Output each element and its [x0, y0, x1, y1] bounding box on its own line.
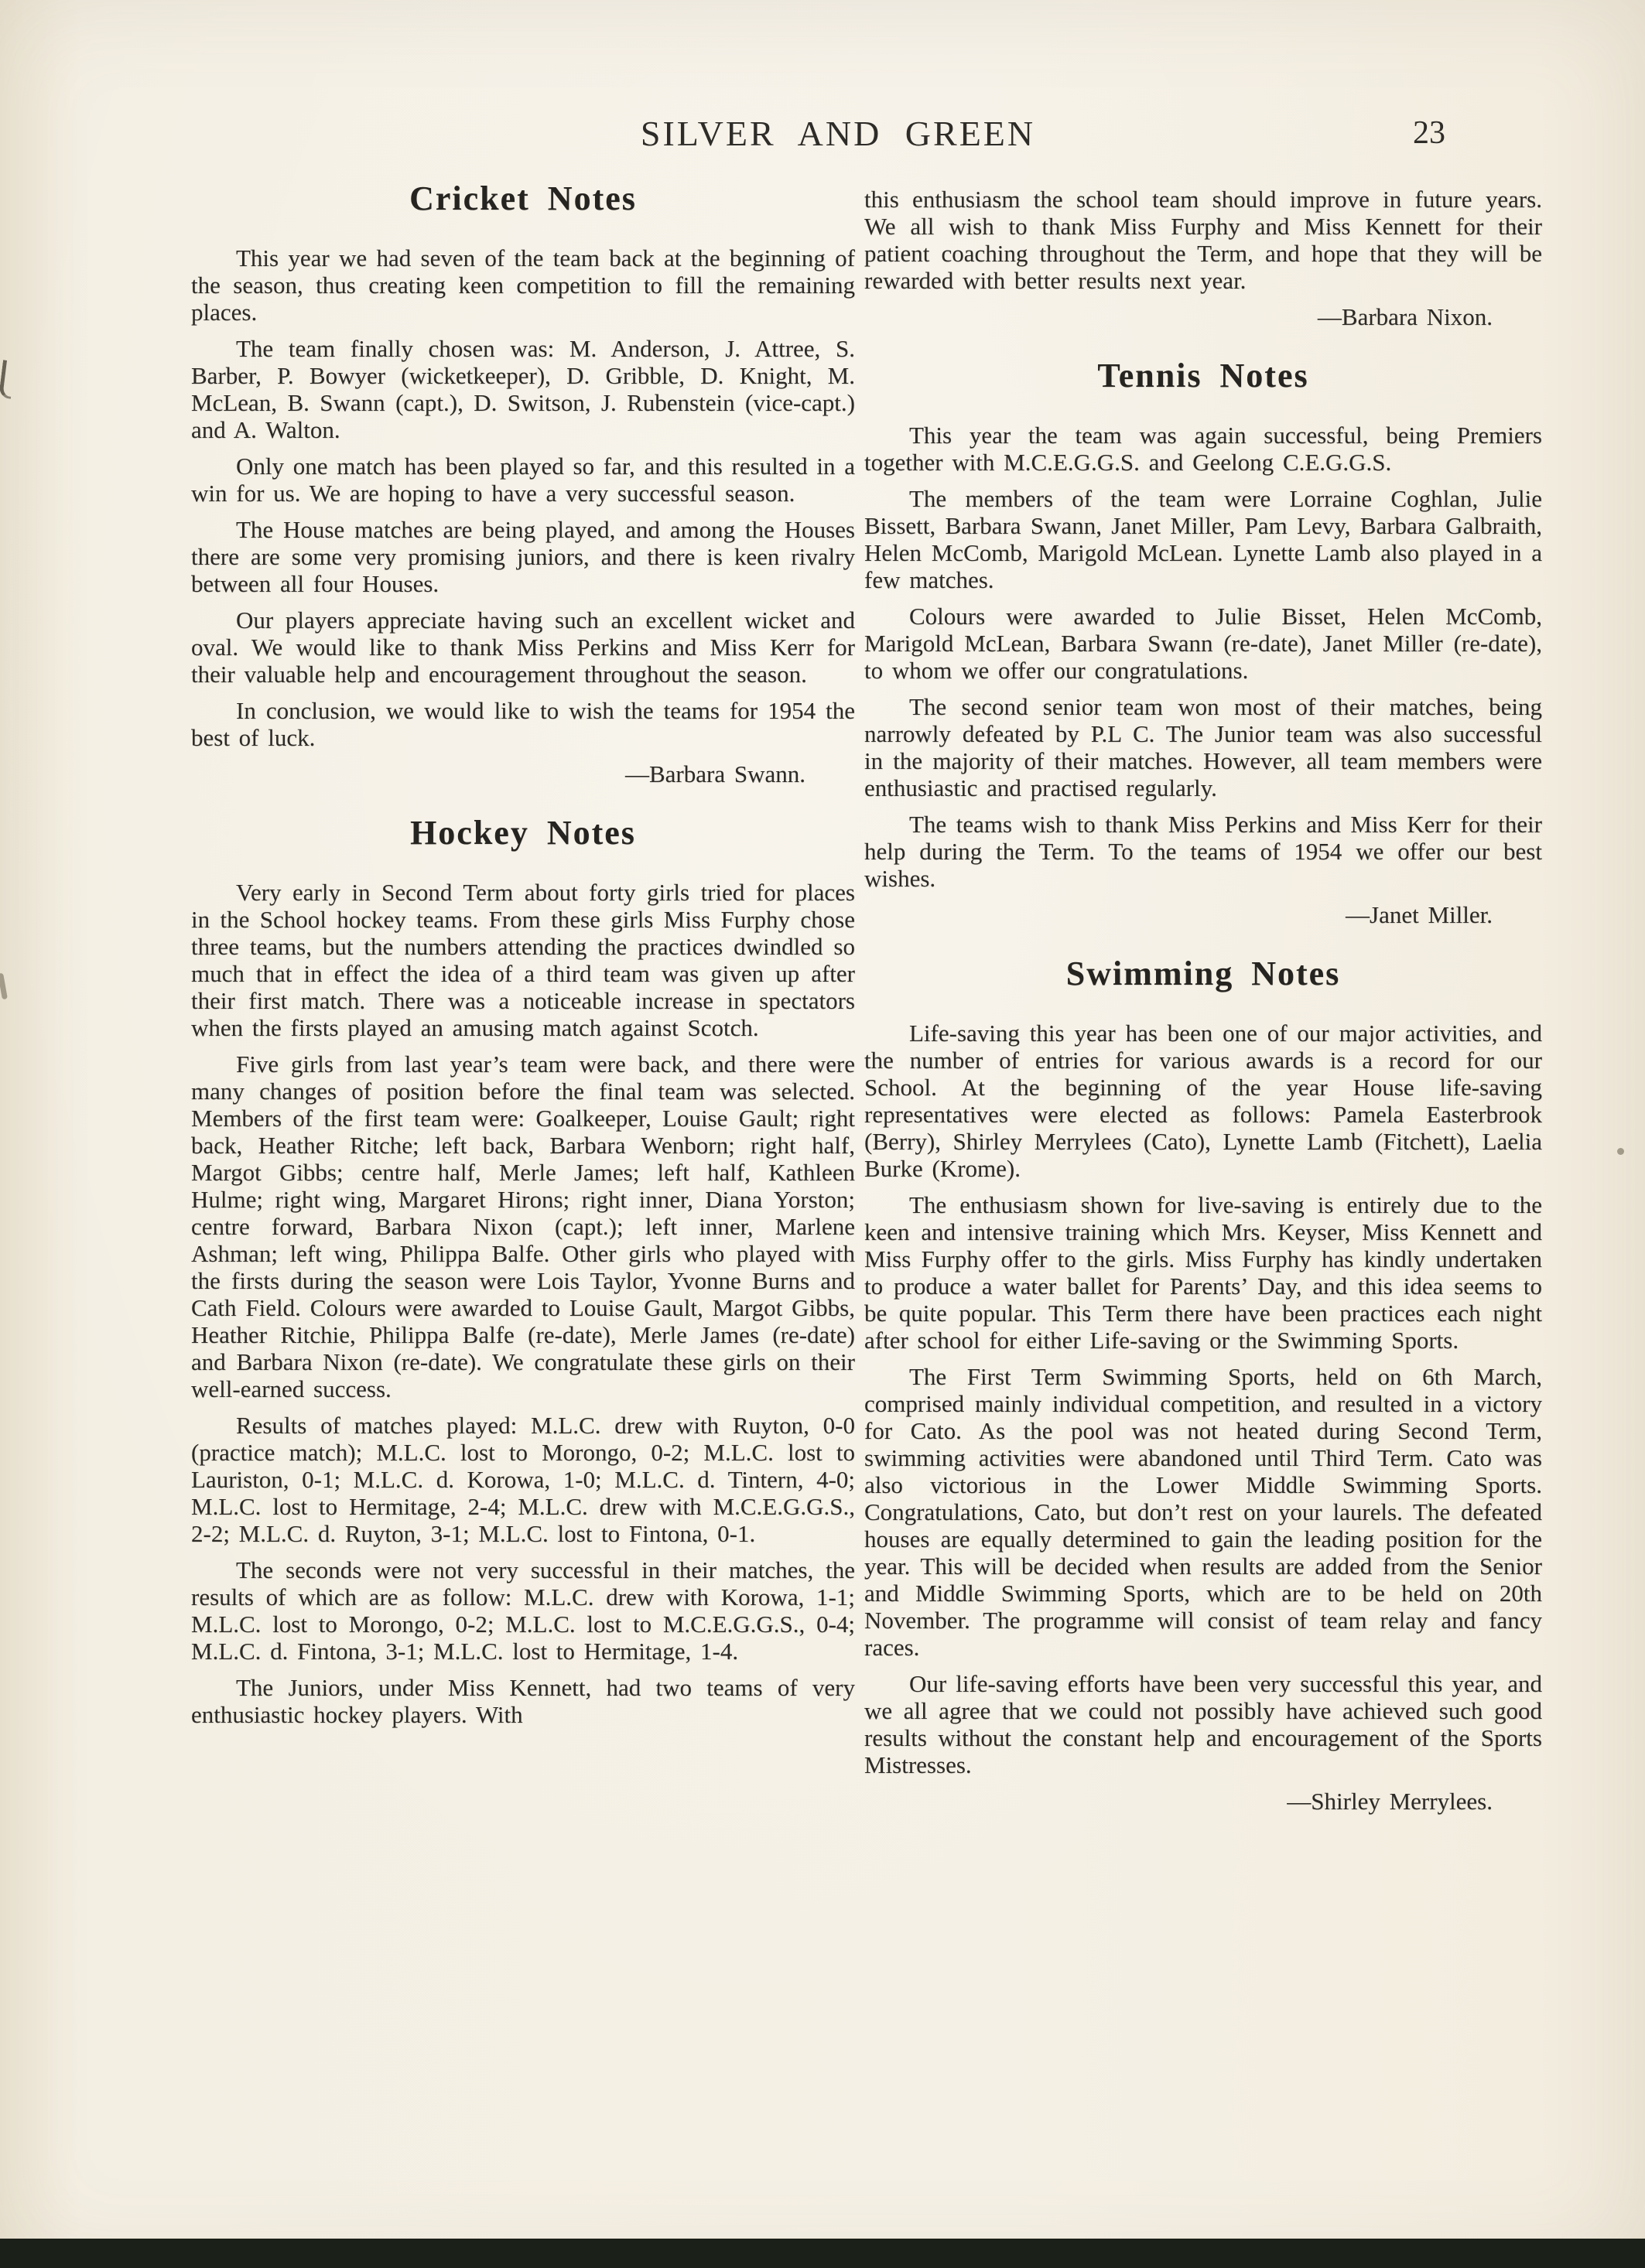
scan-artifact-mark — [0, 973, 8, 1000]
cricket-signature: —Barbara Swann. — [625, 760, 805, 787]
tennis-paragraph: The teams wish to thank Miss Perkins and Miss Kerr for their help during the Term. To the teams of 1954 we offer our best wishes. — [864, 811, 1542, 892]
column-right — [864, 186, 1542, 1826]
hockey-paragraph: Very early in Second Term about forty girls tried for places in the School hockey teams. From these girls Miss Furphy chose three teams, but the numbers attending the practices dwindled so much that in effect the idea of a third team was given up after their first match. There was a noticeable increase in spectators when the firsts played an amusing match against Scotch. — [191, 879, 855, 1041]
swimming-signature: —Shirley Merrylees. — [1287, 1788, 1493, 1815]
hockey-continued-paragraph: this enthusiasm the school team should improve in future years. We all wish to thank Miss Furphy and Miss Kennett for their patient coaching throughout the Term, and hope that they will be rewarded with better results next year. — [864, 186, 1542, 294]
page-title: SILVER AND GREEN — [640, 114, 1036, 153]
hockey-signature: —Barbara Nixon. — [1317, 303, 1493, 330]
tennis-signature: —Janet Miller. — [1346, 901, 1493, 928]
cricket-paragraph: The House matches are being played, and among the Houses there are some very promising juniors, and there is keen rivalry between all four Houses. — [191, 516, 855, 597]
column-left — [191, 179, 855, 1737]
swimming-paragraph: The First Term Swimming Sports, held on 6th March, comprised mainly individual competition, and resulted in a victory for Cato. As the pool was not heated during Second Term, swimming activities were abandoned until Third Term. Cato was also victorious in the Lower Middle Swimming Sports. Congratulations, Cato, but don’t rest on your laurels. The defeated houses are equally determined to gain the leading position for the year. This will be decided when results are added from the Senior and Middle Swimming Sports, which are to be held on 20th November. The programme will consist of team relay and fancy races. — [864, 1363, 1542, 1661]
hockey-paragraph: The seconds were not very successful in their matches, the results of which are as follow: M.L.C. drew with Korowa, 1-1; M.L.C. lost to Morongo, 0-2; M.L.C. lost to M.C.E.G.G.S., 0-4; M.L.C. d. Fintona, 3-1; M.L.C. lost to Hermitage, 1-4. — [191, 1556, 855, 1665]
scan-artifact-dot — [1617, 1148, 1624, 1155]
hockey-paragraph: The Juniors, under Miss Kennett, had two teams of very enthusiastic hockey players. With — [191, 1674, 855, 1728]
section-hockey — [191, 814, 855, 1728]
hockey-paragraph: Results of matches played: M.L.C. drew with Ruyton, 0-0 (practice match); M.L.C. lost to Morongo, 0-2; M.L.C. lost to Lauriston, 0-1; M.L.C. d. Korowa, 1-0; M.L.C. d. Tintern, 4-0; M.L.C. lost to Hermitage, 2-4; M.L.C. drew with M.C.E.G.G.S., 2-2; M.L.C. d. Ruyton, 3-1; M.L.C. lost to Fintona, 0-1. — [191, 1412, 855, 1547]
page-number: 23 — [1413, 115, 1445, 151]
tennis-paragraph: The members of the team were Lorraine Coghlan, Julie Bissett, Barbara Swann, Janet Miller, Pam Levy, Barbara Galbraith, Helen McComb, Marigold McLean. Lynette Lamb also played in a few matches. — [864, 485, 1542, 593]
cricket-paragraph: Only one match has been played so far, and this resulted in a win for us. We are hoping to have a very successful season. — [191, 453, 856, 507]
section-tennis — [864, 357, 1542, 928]
swimming-paragraph: Our life-saving efforts have been very successful this year, and we all agree that we could not possibly have achieved such good results without the constant help and encouragement of the Sports Mistresses. — [864, 1670, 1542, 1778]
section-cricket — [191, 179, 855, 787]
cricket-paragraph: In conclusion, we would like to wish the teams for 1954 the best of luck. — [191, 697, 855, 751]
tennis-heading: Tennis Notes — [1097, 357, 1309, 395]
hockey-paragraph: Five girls from last year’s team were back, and there were many changes of position before the final team was selected. Members of the first team were: Goalkeeper, Louise Gault; right back, Heather Ritche; left back, Barbara Wenborn; right half, Margot Gibbs; centre half, Merle James; left half, Kathleen Hulme; right wing, Margaret Hirons; right inner, Diana Yorston; centre forward, Barbara Nixon (capt.); left inner, Marlene Ashman; left wing, Philippa Balfe. Other girls who played with the firsts during the season were Lois Taylor, Yvonne Burns and Cath Field. Colours were awarded to Louise Gault, Margot Gibbs, Heather Ritchie, Philippa Balfe (re-date), Merle James (re-date) and Barbara Nixon (re-date). We congratulate these girls on their well-earned success. — [191, 1050, 855, 1402]
cricket-paragraph: Our players appreciate having such an excellent wicket and oval. We would like to thank Miss Perkins and Miss Kerr for their valuable help and encouragement throughout the season. — [191, 606, 855, 688]
scan-edge-bar — [0, 2239, 1645, 2268]
section-swimming — [864, 955, 1542, 1815]
tennis-paragraph: Colours were awarded to Julie Bisset, Helen McComb, Marigold McLean, Barbara Swann (re-date), Janet Miller (re-date), to whom we offer our congratulations. — [864, 603, 1542, 684]
swimming-heading: Swimming Notes — [1065, 955, 1341, 992]
section-hockey-continued — [864, 186, 1542, 330]
cricket-paragraph: The team finally chosen was: M. Anderson, J. Attree, S. Barber, P. Bowyer (wicketkeeper), D. Gribble, D. Knight, M. McLean, B. Swann (capt.), D. Switson, J. Rubenstein (vice-capt.) and A. Walton. — [191, 335, 855, 443]
hockey-heading: Hockey Notes — [410, 814, 636, 852]
scan-artifact-mark — [0, 360, 15, 399]
swimming-paragraph: Life-saving this year has been one of our major activities, and the number of entries for various awards is a record for our School. At the beginning of the year House life-saving representatives were elected as follows: Pamela Easterbrook (Berry), Shirley Merrylees (Cato), Lynette Lamb (Fitchett), Laelia Burke (Krome). — [864, 1020, 1542, 1182]
swimming-paragraph: The enthusiasm shown for live-saving is entirely due to the keen and intensive training which Mrs. Keyser, Miss Kennett and Miss Furphy offer to the girls. Miss Furphy has kindly undertaken to produce a water ballet for Parents’ Day, and this idea seems to be quite popular. This Term there have been practices each night after school for either Life-saving or the Swimming Sports. — [864, 1191, 1542, 1354]
tennis-paragraph: The second senior team won most of their matches, being narrowly defeated by P.L C. The Junior team was also successful in the majority of their matches. However, all team members were enthusiastic and practised regularly. — [864, 693, 1542, 801]
cricket-heading: Cricket Notes — [409, 179, 637, 217]
tennis-paragraph: This year the team was again successful, being Premiers together with M.C.E.G.G.S. and Geelong C.E.G.G.S. — [864, 422, 1542, 476]
cricket-paragraph: This year we had seven of the team back at the beginning of the season, thus creating keen competition to fill the remaining places. — [191, 244, 855, 326]
